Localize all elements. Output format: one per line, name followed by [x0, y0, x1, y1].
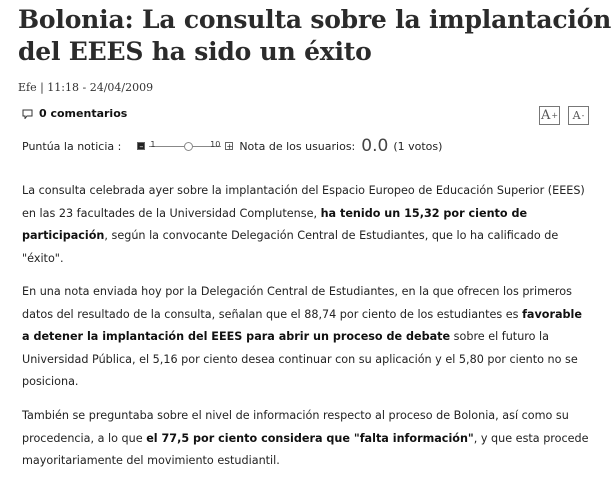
article-byline: Efe | 11:18 - 24/04/2009 [18, 81, 154, 94]
p2-text-c: sobre el futuro la Universidad Pública, el 5,16 por ciento desea continuar con su aplicación y el 5,80 por ciento no se posiciona. [22, 330, 578, 388]
comments-link-row[interactable] [22, 107, 127, 120]
p1-text-a: La consulta celebrada ayer sobre la implantación del Espacio Europeo de Educación Superior (EEES) en las 23 facultades de la Universidad Complutense, [22, 184, 585, 220]
p3-bold: el 77,5 por ciento considera que "falta información" [146, 431, 474, 445]
users-rating-score: 0.0 [361, 136, 389, 156]
comment-bubble-icon [22, 109, 33, 119]
rating-slider-max: 10 [210, 140, 221, 149]
increase-font-mark: + [551, 111, 559, 120]
headline-line-1: Bolonia: La consulta sobre la implantación [18, 5, 612, 34]
decrease-font-button[interactable] [568, 106, 589, 125]
p2-bold: favorable a detener la implantación del EEES para abrir un proceso de debate [22, 307, 582, 343]
headline-line-2: del EEES ha sido un éxito [18, 37, 372, 66]
p2-text-a: En una nota enviada hoy por la Delegación Central de Estudiantes, en la que ofrecen los primeros datos del resultado de la consulta, señalan que el 88,74 por ciento de los estudiantes es [22, 285, 572, 321]
rating-slider-min: 1 [150, 140, 156, 149]
increase-font-button[interactable] [539, 106, 560, 125]
article-paragraph-2 [22, 281, 592, 394]
p3-text-c: , y que esta procede mayoritariamente del movimiento estudiantil. [22, 431, 589, 467]
rating-slider-thumb[interactable] [184, 142, 193, 151]
increase-font-letter: A [540, 108, 551, 123]
users-rating-votes: (1 votos) [393, 139, 443, 153]
rating-row [22, 136, 443, 156]
article-paragraph-1 [22, 180, 592, 270]
rating-increase-button[interactable]: + [226, 142, 234, 151]
decrease-font-mark: - [581, 111, 585, 120]
article-paragraph-3 [22, 405, 592, 473]
p1-text-c: , según la convocante Delegación Central de Estudiantes, que lo ha calificado de "éxito". [22, 229, 559, 265]
rating-decrease-button[interactable]: – [139, 142, 144, 151]
comments-count-link[interactable]: 0 comentarios [39, 107, 128, 120]
rating-label: Puntúa la noticia : [22, 139, 122, 153]
p3-text-a: También se preguntaba sobre el nivel de información respecto al proceso de Bolonia, así como su procedencia, a lo que [22, 409, 569, 445]
users-rating-label: Nota de los usuarios: [239, 139, 356, 153]
p1-bold: ha tenido un 15,32 por ciento de participación [22, 206, 528, 242]
decrease-font-letter: A [572, 109, 581, 122]
rating-slider[interactable] [147, 139, 223, 153]
article-headline [18, 4, 612, 68]
